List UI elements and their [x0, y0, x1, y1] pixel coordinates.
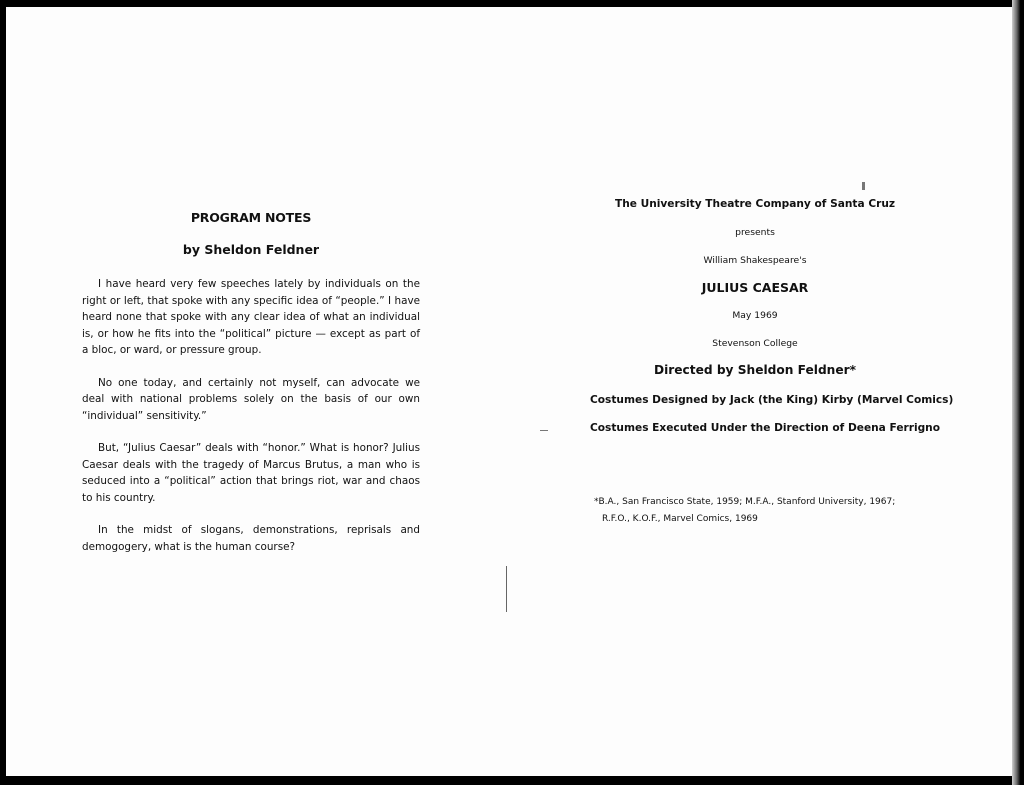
author-credit: William Shakespeare's — [703, 255, 807, 266]
fold-mark — [506, 566, 509, 612]
presents-label: presents — [735, 227, 775, 238]
program-notes-paragraph: I have heard very few speeches lately by individuals on the right or left, that spoke with any specific idea of “people.” I have heard none that spoke with any clear idea of what an individual is, or how he fits into the “political” picture — except as part of a bloc, or ward, or pressure group. — [82, 278, 420, 356]
venue: Stevenson College — [712, 338, 798, 349]
program-notes-byline: by Sheldon Feldner — [182, 242, 320, 257]
program-notes-page — [82, 210, 420, 555]
program-notes-title: PROGRAM NOTES — [190, 210, 312, 225]
costume-designer-credit: Costumes Designed by Jack (the King) Kirby (Marvel Comics) — [590, 394, 954, 406]
footnote-line: R.F.O., K.O.F., Marvel Comics, 1969 — [602, 514, 758, 524]
costume-execution-credit: Costumes Executed Under the Direction of Deena Ferrigno — [590, 422, 940, 434]
director-credit: Directed by Sheldon Feldner* — [653, 363, 856, 377]
program-notes-paragraph: But, “Julius Caesar” deals with “honor.” What is honor? Julius Caesar deals with the tragedy of Marcus Brutus, a man who is seduced into a “political” action that brings riot, war and chaos to his country. — [82, 442, 420, 504]
paper-speck — [862, 182, 865, 190]
paper-edge-shadow — [1012, 0, 1024, 785]
footnote-line: *B.A., San Francisco State, 1959; M.F.A., Stanford University, 1967; — [594, 497, 896, 507]
paper-speck — [540, 430, 548, 431]
director-footnote — [594, 494, 920, 528]
theatre-company: The University Theatre Company of Santa Cruz — [614, 198, 896, 210]
play-title: JULIUS CAESAR — [701, 280, 809, 295]
program-notes-paragraph: In the midst of slogans, demonstrations, reprisals and demogogery, what is the human course? — [82, 524, 420, 553]
program-notes-paragraph: No one today, and certainly not myself, can advocate we deal with national problems solely on the basis of our own “individual” sensitivity.” — [82, 376, 420, 422]
title-page — [590, 198, 954, 528]
performance-date: May 1969 — [732, 310, 778, 321]
